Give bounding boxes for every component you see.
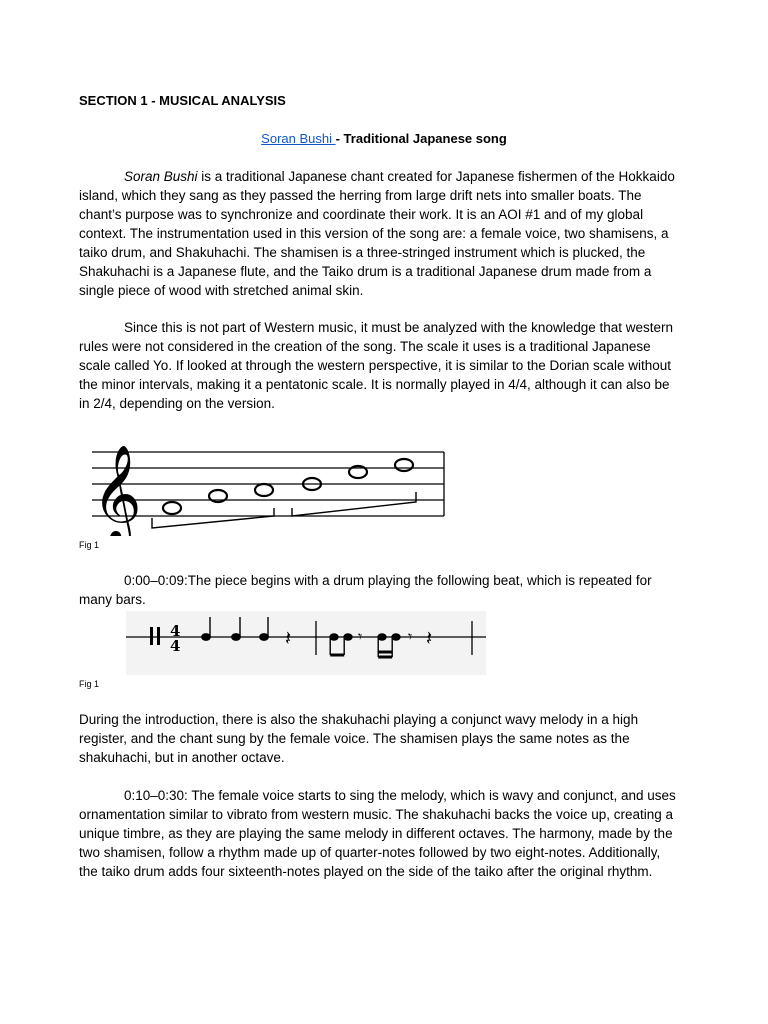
paragraph-introduction-text: During the introduction, there is also the shakuhachi playing a conjunct wavy melody in a high register, and the chant sung by the female voice. The shamisen plays the same notes as the shakuhachi, but in another octave. [79, 712, 639, 765]
figure-caption-2: Fig 1 [79, 679, 100, 689]
scale-staff-svg [86, 424, 450, 536]
quarter-rest-icon: 𝄽 [426, 626, 433, 650]
song-name-italic: Soran Bushi [124, 169, 198, 184]
song-title [0, 131, 768, 146]
eighth-rest-icon: 𝄾 [358, 627, 363, 646]
paragraph-intro-timestamp-text: 0:00–0:09:The piece begins with a drum playing the following beat, which is repeated for many bars. [79, 573, 652, 607]
treble-clef-icon: 𝄞 [92, 444, 142, 536]
quarter-note [202, 634, 210, 640]
quarter-rest-icon: 𝄽 [285, 626, 292, 650]
scale-figure [86, 424, 450, 536]
scale-note-6 [395, 459, 413, 471]
time-signature-bottom: 4 [170, 637, 181, 655]
paragraph-scale [79, 318, 679, 413]
scale-note-3 [255, 484, 273, 496]
eighth-rest-icon: 𝄾 [408, 627, 413, 646]
figure-caption-1: Fig 1 [79, 540, 100, 550]
scale-brackets [152, 492, 416, 528]
paragraph-melody-text: 0:10–0:30: The female voice starts to sing the melody, which is wavy and conjunct, and uses ornamentation similar to vibrato from western music. The shakuhachi backs the voice up, creating a unique timbre, as they are playing the same melody in different octaves. The harmony, made by the two shamisen, follow a rhythm made up of quarter-notes followed by two eight-notes. Additionally, the taiko drum adds four sixteenth-notes played on the side of the taiko after the original rhythm. [79, 788, 676, 879]
scale-note-1 [163, 502, 181, 514]
quarter-note [260, 634, 268, 640]
paragraph-intro-timestamp [79, 571, 679, 609]
paragraph-intro-text: is a traditional Japanese chant created for Japanese fishermen of the Hokkaido island, which they sang as they passed the herring from large drift nets into smaller boats. The chant’s purpose was to synchronize and coordinate their work. It is an AOI #1 and of my global context. The instrumentation used in this version of the song are: a female voice, two shamisens, a taiko drum, and Shakuhachi. The shamisen is a three-stringed instrument which is plucked, the Shakuhachi is a Japanese flute, and the Taiko drum is a traditional Japanese drum made from a single piece of wood with stretched animal skin. [79, 169, 675, 298]
paragraph-introduction [79, 710, 679, 767]
paragraph-scale-text: Since this is not part of Western music, it must be analyzed with the knowledge that western rules were not considered in the creation of the song. The scale it uses is a traditional Japanese scale called Yo. If looked at through the western perspective, it is similar to the Dorian scale without the minor intervals, making it a pentatonic scale. It is normally played in 4/4, although it can also be in 2/4, depending on the version. [79, 320, 674, 411]
paragraph-melody [79, 786, 679, 881]
scale-notes [163, 459, 413, 514]
section-heading: SECTION 1 - MUSICAL ANALYSIS [79, 93, 286, 108]
paragraph-intro [79, 167, 679, 300]
percussion-clef-icon [150, 627, 153, 645]
time-signature-top: 4 [170, 622, 181, 640]
quarter-note [232, 634, 240, 640]
rhythm-svg [126, 611, 486, 675]
rhythm-figure [126, 611, 486, 675]
song-title-link[interactable]: Soran Bushi [261, 131, 336, 146]
song-title-rest: - Traditional Japanese song [335, 131, 507, 146]
